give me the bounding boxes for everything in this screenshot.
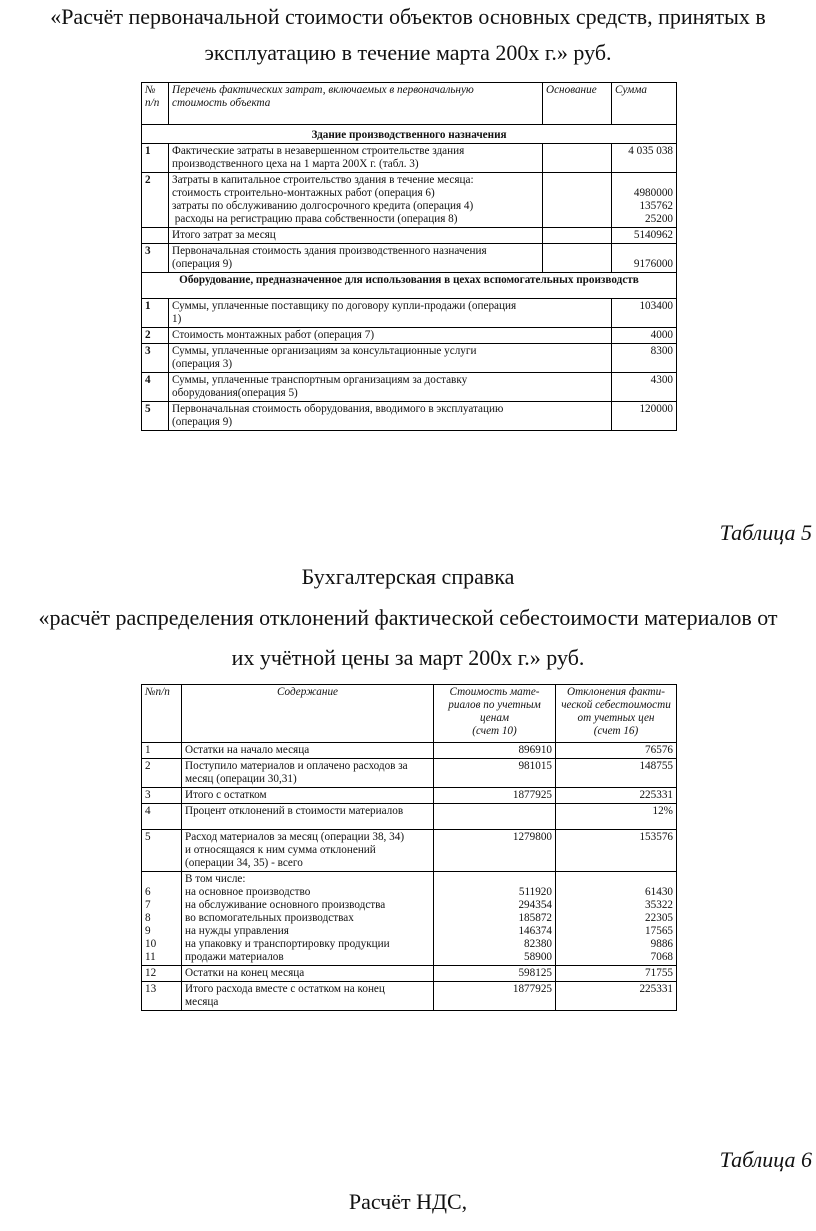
section-row	[142, 125, 677, 144]
breakdown-dev: 61430 35322 22305 17565 9886 7068	[556, 872, 677, 966]
table-row: Итого затрат за месяц 5140962	[142, 228, 677, 244]
heading-line-2: эксплуатацию в течение марта 200х г.» руб.	[204, 40, 612, 65]
table-row: 1 Остатки на начало месяца 896910 76576	[142, 743, 677, 759]
header-content: Содержание	[182, 685, 434, 743]
section-row	[142, 273, 677, 299]
header-num: № п/п	[142, 83, 169, 125]
table-5-caption: Таблица 5	[719, 520, 812, 545]
table-row: 4 Суммы, уплаченные транспортным организациям за доставку оборудования(операция 5) 4300	[142, 373, 677, 402]
header-desc: Перечень фактических затрат, включаемых в первоначальную стоимость объекта	[169, 83, 543, 125]
breakdown-text: В том числе: на основное производство на обслуживание основного производства во вспомогательных производствах на нужды управления на упаковку и транспортировку продукции продажи материалов	[182, 872, 434, 966]
heading-line-1: «Расчёт первоначальной стоимости объектов основных средств, принятых в	[50, 4, 766, 29]
breakdown-cost: 511920 294354 185872 146374 82380 58900	[434, 872, 556, 966]
heading-vat-calc: Расчёт НДС,	[348, 1189, 468, 1214]
table-6-caption: Таблица 6	[719, 1147, 812, 1172]
table-row: 13 Итого расхода вместе с остатком на конец месяца 1877925 225331	[142, 982, 677, 1011]
header-basis: Основание	[543, 83, 612, 125]
table-row: 3 Первоначальная стоимость здания производственного назначения (операция 9) 9176000	[142, 244, 677, 273]
section-building: Здание производственного назначения	[142, 125, 677, 144]
table-row: 2 Затраты в капитальное строительство здания в течение месяца: стоимость строительно-монтажных работ (операция 6) затраты по обслуживанию долгосрочного кредита (операция 4) расходы на регистрацию права собственности (операция 8) 4980000 135762 25200	[142, 173, 677, 228]
breakdown-nums: 6 7 8 9 10 11	[142, 872, 182, 966]
table-row: 3 Итого с остатком 1877925 225331	[142, 788, 677, 804]
table1-header-row	[142, 83, 677, 125]
fixed-assets-cost-table	[141, 82, 677, 431]
header-deviation: Отклонения факти- ческой себестоимости от учетных цен (счет 16)	[556, 685, 677, 743]
section-equipment: Оборудование, предназначенное для использования в цехах вспомогательных производств	[142, 273, 677, 299]
table-row: 1 Суммы, уплаченные поставщику по договору купли-продажи (операция 1) 103400	[142, 299, 677, 328]
heading-line-2b: «расчёт распределения отклонений фактической себестоимости материалов от	[38, 605, 778, 630]
breakdown-row	[142, 872, 677, 966]
table-row: 3 Суммы, уплаченные организациям за консультационные услуги (операция 3) 8300	[142, 344, 677, 373]
table-row: 4 Процент отклонений в стоимости материалов 12%	[142, 804, 677, 830]
heading-accounting-note: Бухгалтерская справка	[301, 564, 515, 589]
table-row: 2 Поступило материалов и оплачено расходов за месяц (операции 30,31) 981015 148755	[142, 759, 677, 788]
header-cost: Стоимость мате- риалов по учетным ценам (счет 10)	[434, 685, 556, 743]
materials-deviation-table	[141, 684, 677, 1011]
table-row: 5 Расход материалов за месяц (операции 38, 34) и относящаяся к ним сумма отклонений (операции 34, 35) - всего 1279800 153576	[142, 830, 677, 872]
heading-line-3b: их учётной цены за март 200х г.» руб.	[231, 645, 585, 670]
table2-header-row	[142, 685, 677, 743]
table-row: 1 Фактические затраты в незавершенном строительстве здания производственного цеха на 1 марта 200Х г. (табл. 3) 4 035 038	[142, 144, 677, 173]
table-row: 12 Остатки на конец месяца 598125 71755	[142, 966, 677, 982]
header-num: №п/п	[142, 685, 182, 743]
header-sum: Сумма	[612, 83, 677, 125]
table-row: 2 Стоимость монтажных работ (операция 7) 4000	[142, 328, 677, 344]
table-row: 5 Первоначальная стоимость оборудования, вводимого в эксплуатацию (операция 9) 120000	[142, 402, 677, 431]
